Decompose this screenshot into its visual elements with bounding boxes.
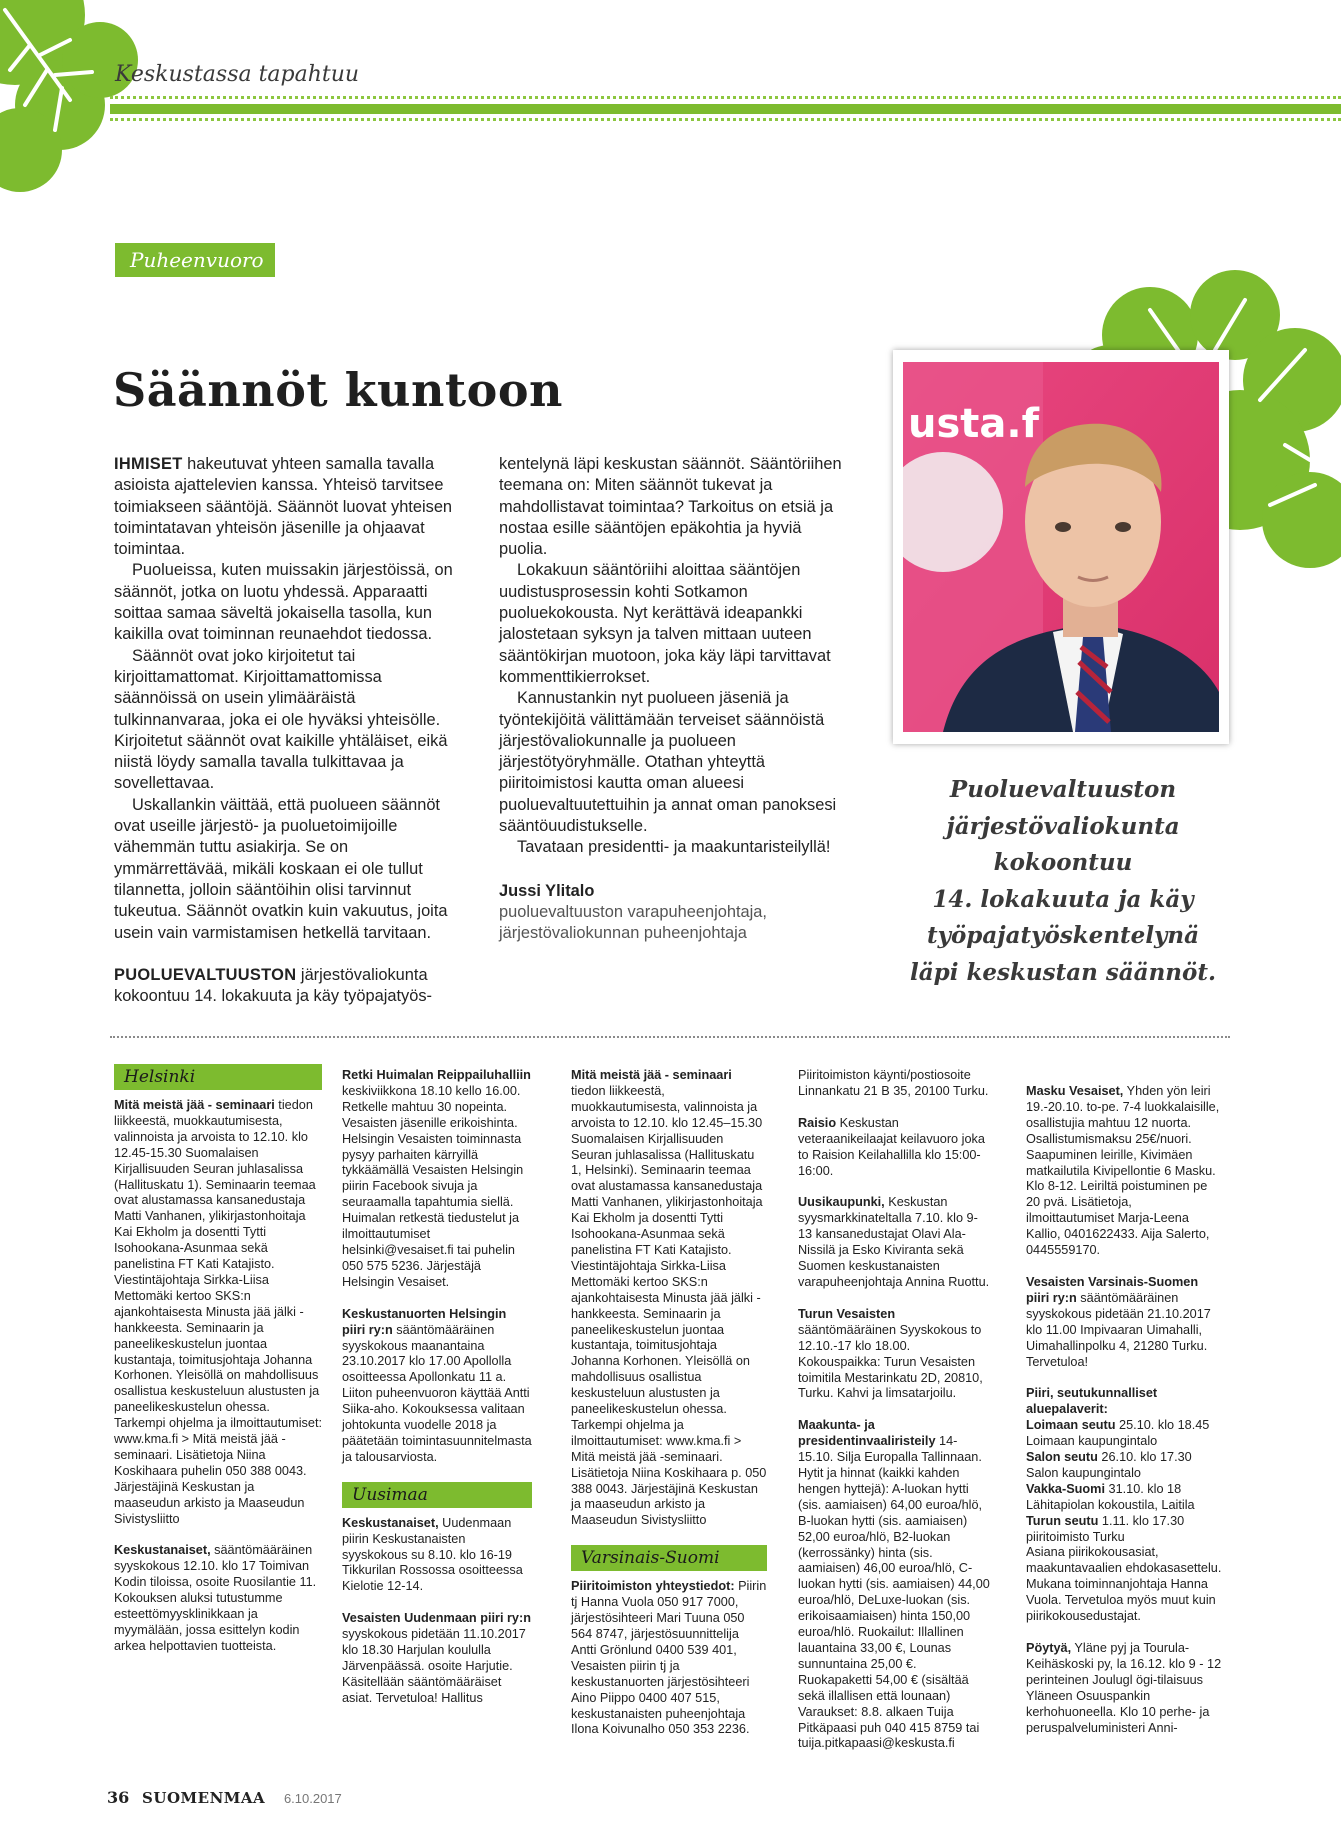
article-paragraph: Säännöt ovat joko kirjoitetut tai kirjoittamattomat. Kirjoittamattomissa säännöissä on usein ylimääräistä tulkinnanvaraa, joka ei ole hyväksi yhteisölle. Kirjoitetut säännöt ovat kaikille yhtäläiset, eikä niistä löydy samalla tavalla tulkittavaa ja sovellettavaa. [114,646,448,793]
event-title: Pöytyä, [1026,1641,1072,1655]
author-name: Jussi Ylitalo [499,881,595,900]
event-title: Piiritoimiston yhteystiedot: [571,1579,735,1594]
event-title: Turun Vesaisten [798,1306,896,1321]
event-title: Vesaisten Varsinais-Suomen piiri ry:n [1026,1274,1199,1305]
event-subtitle: Salon seutu [1026,1450,1098,1465]
article-column-2 [499,454,844,945]
event-title: Raisio [798,1115,837,1130]
article-column-1 [114,454,459,1007]
event-text: 26.10. klo 17.30 Salon kaupungintalo [1026,1450,1192,1480]
event-text: sääntömääräinen Syyskokous to 12.10.-17 klo 18.00. Kokouspaikka: Turun Vesaisten toimitila Mestarinkatu 2D, 20810, Turku. Kahvi ja limsatarjoilu. [798,1322,983,1401]
event-item [1026,1386,1222,1625]
event-subtitle: Vakka-Suomi [1026,1481,1105,1496]
paragraph-lead: IHMISET [114,455,183,473]
event-title: Vesaisten Uudenmaan piiri ry:n [342,1611,531,1626]
event-item [342,1068,532,1291]
event-text: tiedon liikkeestä, muokkautumisesta, valinnoista ja arvoista to 12.10. klo 12.45–15.30 Suomalaisen Kirjallisuuden Seuran juhlasalissa (Hallituskatu 1, Helsinki). Seminaarin teemaa ovat alustamassa kansanedustaja Matti Vanhanen, ylikirjastonhoitaja Kai Ekholm ja dosentti Tytti Isohookana-Asunmaa sekä panelistina FT Kati Katajisto. Viestintäjohtaja Sirkka-Liisa Mettomäki kertoo SKS:n ajankohtaisesta Minusta jää jälki -hankkeesta. Seminaarin ja paneelikeskustelun juontaa kustantaja, toimitusjohtaja Johanna Korhonen. Yleisöllä on mahdollisuus osallistua keskusteluun alustusten ja paneelikeskustelun ohessa. Tarkempi ohjelma ja ilmoittautumiset: www.kma.fi > Mitä meistä jää -seminaari. Lisätietoja Niina Koskihaara p. 050 388 0043. Järjestäjinä Keskustan ja maaseudun arkisto ja Maaseudun Sivistysliitto [571,1083,767,1528]
region-tag-helsinki: Helsinki [114,1064,322,1090]
page-number: 36 [107,1788,130,1807]
event-item [798,1307,990,1402]
section-divider-dots [110,1036,1230,1038]
event-subtitle: Turun seutu [1026,1513,1099,1528]
author-portrait-illustration [903,362,1219,732]
section-kicker: Keskustassa tapahtuu [115,62,360,87]
region-tag-varsinais-suomi: Varsinais-Suomi [571,1545,767,1571]
author-photo-frame [893,350,1229,744]
paragraph-text: hakeutuvat yhteen samalla tavalla asioista ajattelevien kanssa. Yhteisö tarvitsee toimiakseen sääntöjä. Säännöt luovat yhteisen toimintatavan yhteisön jäsenille ja ohjaavat toimintaa. [114,455,453,559]
article-paragraph: Uskallankin väittää, että puolueen säännöt ovat useille järjestö- ja puoluetoimijoille vähemmän tuttu asiakirja. Se on ymmärrettävää, mikäli koskaan ei ole tullut tilannetta, jolloin sääntöihin olisi tarvinnut tukeutua. Säännöt ovatkin kuin vakuutus, joita usein vain varmistamisen hetkellä tarvitaan. [114,795,448,942]
event-item [798,1116,990,1180]
event-item [342,1611,532,1706]
paragraph-lead: PUOLUEVALTUUSTON [114,965,297,984]
events-column-3 [571,1068,767,1754]
article-paragraph [114,965,459,1008]
event-title: Keskustanuorten Helsingin piiri ry:n [342,1306,507,1337]
event-text: sääntömääräinen syyskokous pidetään 21.10.2017 klo 11.00 Impivaaran Uimahalli, Uimahallinpolku 4, 21280 Turku. Tervetuloa! [1026,1290,1211,1369]
event-text: syyskokous pidetään 11.10.2017 klo 18.30 Harjulan koululla Järvenpäässä. osoite Harjutie. Käsitellään sääntömääräiset asiat. Tervetuloa! Hallitus [342,1627,526,1705]
event-item [1026,1641,1222,1736]
events-column-5 [1026,1084,1222,1752]
event-title: Keskustanaiset, [342,1515,439,1530]
events-column-2 [342,1068,532,1723]
event-item [342,1307,532,1466]
event-text: 31.10. klo 18 Lähitapiolan kokoustila, Laitila [1026,1481,1195,1512]
event-text: Yläne pyj ja Tourula-Keihäskoski py, la 16.12. klo 9 - 12 perinteinen Joulugl ögi-tilaisuus Yläneen Osuuspankin kerhohuoneella. Klo 10 perhe- ja peruspalveluministeri Anni- [1026,1641,1222,1735]
events-column-1 [114,1064,322,1671]
flower-decoration-top-left [0,0,150,200]
event-item [114,1543,322,1654]
event-item [798,1418,990,1752]
author-title: järjestövaliokunnan puheenjohtaja [499,924,747,943]
event-item [342,1516,532,1596]
event-text: 14-15.10. Silja Europalla Tallinnaan. Hytit ja hinnat (kaikki kahden hengen hyttejä): A-luokan hytti (sis. aamiaisen) 64,00 euroa/hlö, B-luokan hytti (sis. aamiaisen) 52,00 euroa/hlö, B2-luokan (kerrossänky) hinta (sis. aamiaisen) 46,00 euroa/hlö, C-luokan hytti (sis. aamiaisen) 44,00 euroa/hlö, DeLuxe-luokan (sis. erikoisaamiaisen) hinta 150,00 euroa/hlö. Ruokailut: Illallinen lauantaina 33,00 €, Lounas sunnuntaina 25,00 €. Ruokapaketti 54,00 € (sisältää sekä illallisen että lounaan) Varaukset: 8.8. alkaen Tuija Pitkäpaasi puh 040 415 8759 tai tuija.pitkapaasi@keskusta.fi [798,1434,990,1751]
event-text: Asiana piirikokousasiat, maakuntavaalien ehdokasasettelu. Mukana toiminnanjohtaja Hanna Vuola. Tervetuloa myös muut kuin piirikokousedustajat. [1026,1545,1222,1624]
event-item [1026,1084,1222,1259]
pull-quote-line: kokoontuu [993,849,1133,876]
event-title: Uusikaupunki, [798,1195,885,1210]
header-dotted-rule-lower [110,118,1341,121]
event-text: Yhden yön leiri 19.-20.10. to-pe. 7-4 luokkalaisille, osallistujia mahtuu 12 nuorta. Osallistumismaksu 25€/nuori. Saapuminen leirille, Kivimäen matkailutila Kivipellontie 6 Masku. Klo 8-12. Leiriltä poistuminen pe 20 pvä. Lisätietoja, ilmoittautumiset Marja-Leena Kallio, 0401622433. Aija Salerto, 0445559170. [1026,1084,1220,1258]
banner-text: usta.f [908,401,1039,447]
events-column-4 [798,1068,990,1768]
event-text: sääntömääräinen syyskokous 12.10. klo 17 Toimivan Kodin tiloissa, osoite Ruosilantie 11. Kokouksen aluksi tutustumme esteettömyysklinikkaan ja myymälään, jossa esittelyn kodin arkea helpottavien tuotteista. [114,1543,317,1653]
author-title: puoluevaltuuston varapuheenjohtaja, [499,902,767,921]
pull-quote-line: työpajatyöskentelynä [926,922,1200,949]
event-item [1026,1275,1222,1370]
article-paragraph: Lokakuun sääntöriihi aloittaa sääntöjen uudistusprosessin kohti Sotkamon puoluekokousta. Nyt kerättävä ideapankki jalostetaan syksyn ja talven mittaan uuteen sääntökirjan muotoon, joka käy läpi tarvittavat kommenttikierrokset. [499,561,831,686]
event-text: tiedon liikkeestä, muokkautumisesta, valinnoista ja arvoista to 12.10. klo 12.45-15.30 Suomalaisen Kirjallisuuden Seuran juhlasalissa (Hallituskatu 1). Seminaarin teemaa ovat alustamassa kansanedustaja Matti Vanhanen, ylikirjastonhoitaja Kai Ekholm ja dosentti Tytti Isohookana-Asunmaa sekä panelistina FT Kati Katajisto. Viestintäjohtaja Sirkka-Liisa Mettomäki kertoo SKS:n ajankohtaisesta Minusta jää jälki -hankkeesta. Seminaarin ja paneelikeskustelun juontaa kustantaja, toimitusjohtaja Johanna Korhonen. Yleisöllä on mahdollisuus osallistua keskusteluun alustusten ja paneelikeskustelun ohessa. Tarkempi ohjelma ja ilmoittautumiset: www.kma.fi > Mitä meistä jää -seminaari. Lisätietoja Niina Koskihaara puhelin 050 388 0043. Järjestäjinä Keskustan ja maaseudun arkisto ja Maaseudun Sivistysliitto [114,1098,323,1526]
event-item [798,1195,990,1290]
event-text: Piirin tj Hanna Vuola 050 917 7000, järjestösihteeri Mari Tuuna 050 564 8747, järjestösuunnittelija Antti Grönlund 0400 539 401, Vesaisten piirin tj ja keskustanuorten järjestösihteeri Aino Piippo 0400 407 515, keskustanaisten puheenjohtaja Ilona Koivunalho 050 353 2236. [571,1579,767,1737]
pull-quote-line: 14. lokakuuta ja käy [932,885,1194,913]
article-paragraph: Puolueissa, kuten muissakin järjestöissä, on säännöt, jotka on luotu yhdessä. Apparaatti soittaa samaa säveltä jokaisella tasolla, kun kaikilla ovat toiminnan reunaehdot tiedossa. [114,561,453,644]
event-item [571,1579,767,1738]
article-paragraph: Kannustankin nyt puolueen jäseniä ja työntekijöitä välittämään terveiset säännöistä järjestövaliokunnalle ja puolueen järjestötyöryhmälle. Otathan yhteyttä piiritoimistosi kautta oman alueesi puoluevaltuutettuihin ja annat oman panoksesi sääntöuudistukselle. [499,689,837,836]
event-title: Mitä meistä jää - seminaari [114,1098,275,1112]
event-text: Keskustan veteraanikeilaajat keilavuoro joka to Raision Keilahallilla klo 15:00-16:00. [798,1115,985,1178]
author-photo [903,362,1219,732]
event-title: Masku Vesaiset, [1026,1084,1124,1098]
pull-quote-line: Puoluevaltuuston [949,776,1177,803]
event-title: Maakunta- ja presidentinvaaliristeily [798,1418,936,1449]
event-text: 25.10. klo 18.45 Loimaan kaupungintalo [1026,1418,1210,1449]
event-text: Keskustan syysmarkkinateltalla 7.10. klo 9-13 kansanedustajat Olavi Ala-Nissilä ja Esko Kiviranta sekä Suomen keskustanaisten varapuheenjohtaja Annina Ruottu. [798,1195,990,1289]
event-title: Mitä meistä jää - seminaari [571,1068,732,1082]
event-subtitle: Loimaan seutu [1026,1418,1116,1433]
pull-quote [888,772,1238,991]
event-text: 1.11. klo 17.30 piiritoimisto Turku [1026,1513,1185,1544]
header-dotted-rule [110,96,1341,99]
event-text: Piiritoimiston käynti/postiosoite Linnankatu 21 B 35, 20100 Turku. [798,1068,989,1098]
article-paragraph: Tavataan presidentti- ja maakuntaristeilyllä! [517,838,831,857]
article-paragraph [114,454,459,560]
magazine-name: SUOMENMAA [142,1789,266,1807]
header-green-rule [110,104,1341,114]
issue-date: 6.10.2017 [283,1791,342,1806]
article-paragraph: kentelynä läpi keskustan säännöt. Sääntöriihen teemana on: Miten säännöt tukevat ja mahdollistavat toimintaa? Tarkoitus on etsiä ja nostaa esille sääntöjen epäkohtia ja hyviä puolia. [499,455,842,559]
event-item [571,1068,767,1529]
section-label-puheenvuoro: Puheenvuoro [115,243,275,277]
paragraph-text: järjestövaliokunta kokoontuu 14. lokakuuta ja käy työpajatyös- [114,965,432,1006]
event-title: Retki Huimalan Reippailuhalliin [342,1068,531,1082]
page-footer [107,1788,342,1807]
pull-quote-line: järjestövaliokunta [946,812,1180,840]
event-title: Keskustanaiset, [114,1543,211,1558]
event-text: Uudenmaan piirin Keskustanaisten syyskokous su 8.10. klo 16-19 Tikkurilan Rossossa osoitteessa Kielotie 12-14. [342,1515,523,1594]
event-item [114,1098,322,1527]
article-headline: Säännöt kuntoon [113,363,563,417]
region-tag-uusimaa: Uusimaa [342,1482,532,1508]
event-text: keskiviikkona 18.10 kello 16.00. Retkelle mahtuu 30 nopeinta. Vesaisten jäsenille erikoishinta. Helsingin Vesaisten toiminnasta pysyy parhaiten kärryillä tykkäämällä Vesaisten Helsingin piirin Facebook sivuja ja seuraamalla tapahtumia siellä. Huimalan retkestä tiedustelut ja ilmoittautumiset helsinki@vesaiset.fi tai puhelin 050 575 5236. Järjestäjä Helsingin Vesaiset. [342,1083,524,1289]
pull-quote-line: läpi keskustan säännöt. [909,958,1217,986]
event-title: Piiri, seutukunnalliset aluepalaverit: [1026,1386,1158,1417]
event-item [798,1068,990,1100]
event-text: sääntömääräinen syyskokous maanantaina 23.10.2017 klo 17.00 Apollolla osoitteessa Apollonkatu 11 a. Liiton puheenvuoron käyttää Antti Siika-aho. Kokouksessa valitaan johtokunta vuodelle 2018 ja päätetään toimintasuunnitelmasta ja talousarviosta. [342,1322,532,1464]
